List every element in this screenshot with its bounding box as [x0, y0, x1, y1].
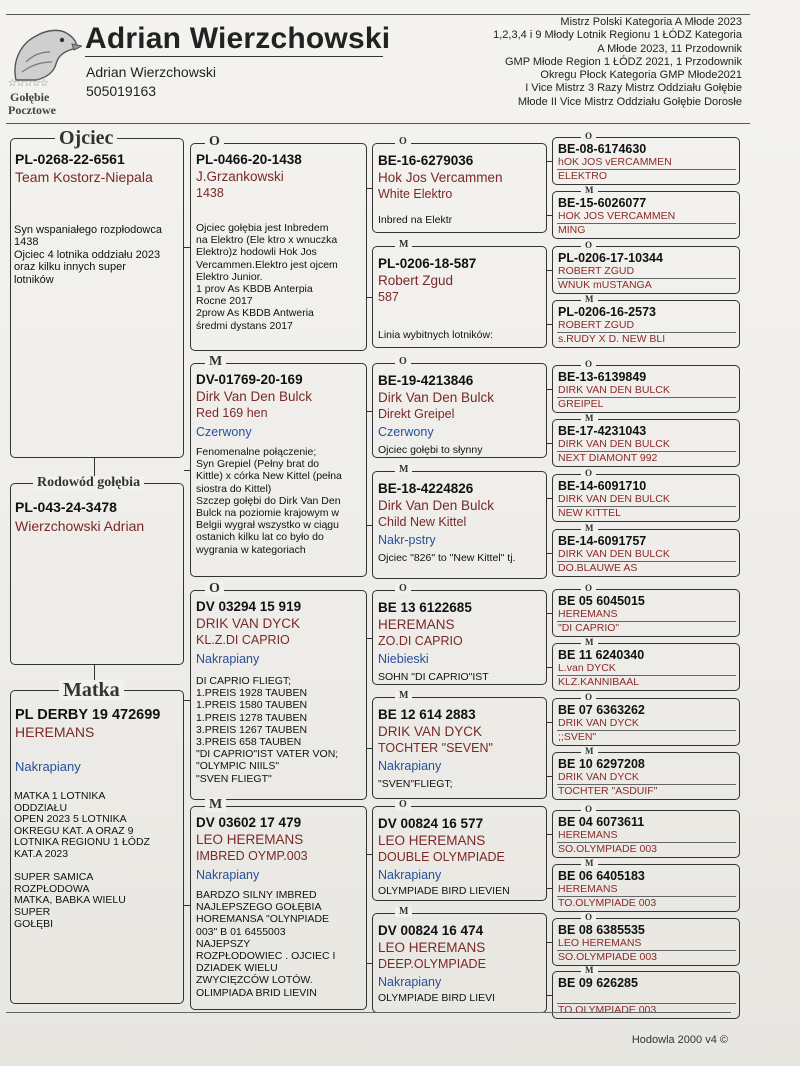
box-label: M — [395, 240, 412, 250]
connector-line — [184, 247, 190, 248]
ancestor-box[interactable] — [552, 413, 740, 467]
pigeon-note: OLYMPIADE BIRD LIEVI — [378, 992, 496, 1004]
connector-line — [547, 942, 552, 943]
pigeon-name: TO.OLYMPIADE 003 — [558, 897, 657, 909]
pigeon-description — [196, 889, 335, 999]
pigeon-ring: BE 04 6073611 — [558, 815, 645, 829]
desc-line: "DI CAPRIO"IST VATER VON; — [196, 748, 339, 761]
box-label: O — [581, 241, 596, 250]
desc-line: OPEN 2023 5 LOTNIKA — [14, 813, 127, 826]
pigeon-ring: PL-0466-20-1438 — [196, 152, 302, 167]
desc-line: średmi dystans 2017 — [196, 319, 293, 332]
connector-line — [367, 638, 372, 639]
achievement-line: Okregu Płock Kategoria GMP Młode2021 — [540, 69, 742, 82]
ancestor-box[interactable] — [552, 637, 740, 691]
connector-line — [547, 834, 552, 835]
box-label: M — [581, 524, 598, 533]
mother-ring: PL DERBY 19 472699 — [15, 707, 161, 723]
desc-line: Bulck na poziomie krajowym w — [196, 507, 339, 520]
desc-line: 1 prov As KBDB Anterpia — [196, 283, 313, 296]
box-label: O — [581, 132, 596, 141]
connector-line — [547, 324, 552, 325]
pigeon-name: NEXT DIAMONT 992 — [558, 452, 658, 464]
pigeon-ring: BE 08 6385535 — [558, 923, 645, 937]
pigeon-color: Czerwony — [196, 425, 252, 439]
ancestor-box[interactable] — [552, 583, 740, 637]
pigeon-ring: BE 06 6405183 — [558, 869, 645, 883]
footer-credit: Hodowla 2000 v4 © — [631, 1034, 728, 1046]
mother-label: Matka — [59, 680, 124, 700]
pigeon-ring: BE-13-6139849 — [558, 370, 647, 384]
pigeon-name: Red 169 hen — [196, 406, 268, 420]
desc-line: SUPER — [14, 905, 51, 918]
pigeon-ring: BE 10 6297208 — [558, 757, 645, 771]
ancestor-box[interactable] — [552, 804, 740, 858]
desc-line: NAJLEPSZEGO GOŁĘBIA — [196, 901, 322, 914]
connector-line — [547, 667, 552, 668]
box-label: M — [581, 859, 598, 868]
desc-line: Elektro Junior. — [196, 270, 263, 283]
desc-line: SUPER SAMICA — [14, 871, 94, 884]
desc-line: 003" B 01 6455003 — [196, 925, 286, 938]
connector-line — [547, 776, 552, 777]
pigeon-note: OLYMPIADE BIRD LIEVIEN — [378, 885, 510, 897]
pigeon-name: Child New Kittel — [378, 515, 467, 529]
connector-line — [184, 700, 190, 701]
pigeon-ring: BE-14-6091710 — [558, 479, 647, 493]
pigeon-owner: Hok Jos Vercammen — [378, 170, 503, 185]
connector-line — [367, 525, 372, 526]
desc-line: OKREGU KAT. A ORAZ 9 — [14, 824, 134, 837]
box-label: O — [581, 805, 596, 814]
achievement-line: 1,2,3,4 i 9 Młody Lotnik Regionu 1 ŁÓDZ Kategoria — [493, 29, 742, 42]
pigeon-owner: LEO HEREMANS — [378, 833, 486, 848]
box-label: O — [581, 469, 596, 478]
box-label: M — [581, 186, 598, 195]
desc-line: siostra do Kittel) — [196, 482, 272, 495]
pigeon-name: KLZ.KANNIBAAL — [558, 676, 640, 688]
pigeon-note: SOHN "DI CAPRIO"IST — [378, 671, 489, 683]
desc-line: BARDZO SILNY IMBRED — [196, 889, 317, 901]
father-label: Ojciec — [55, 128, 117, 148]
pigeon-color: Czerwony — [378, 425, 434, 439]
connector-line — [547, 722, 552, 723]
pigeon-owner: DIRK VAN DEN BULCK — [558, 384, 670, 396]
pigeon-icon — [6, 22, 82, 84]
breeder-phone: 505019163 — [86, 83, 157, 99]
desc-line: na Elektro (Ele ktro x wnuczka — [196, 234, 338, 247]
achievement-line: Mistrz Polski Kategoria A Młode 2023 — [560, 16, 742, 28]
desc-line: 3.PREIS 658 TAUBEN — [196, 736, 302, 749]
pigeon-color: Nakrapiany — [196, 868, 260, 882]
box-label: M — [581, 747, 598, 756]
header-top-rule — [6, 14, 750, 15]
pigeon-owner: DIRK VAN DEN BULCK — [558, 438, 670, 450]
pigeon-owner: Dirk Van Den Bulck — [378, 498, 495, 513]
box-label: M — [205, 355, 226, 369]
connector-line — [367, 411, 372, 412]
pigeon-ring: BE 09 626285 — [558, 976, 638, 990]
box-label: O — [581, 360, 596, 369]
box-label: O — [395, 800, 411, 810]
pigeon-ring: DV 03294 15 919 — [196, 599, 302, 614]
pigeon-owner: DRIK VAN DYCK — [196, 616, 301, 631]
pigeon-color: Nakrapiany — [378, 975, 442, 989]
pigeon-description — [196, 222, 338, 332]
desc-line: "SVEN FLIEGT" — [196, 772, 272, 785]
pigeon-name: 587 — [378, 290, 399, 304]
desc-line: MATKA 1 LOTNIKA — [14, 790, 106, 802]
connector-line — [547, 613, 552, 614]
box-label: M — [581, 295, 598, 304]
pigeon-owner: DRIK VAN DYCK — [378, 724, 483, 739]
logo-text-2: Pocztowe — [8, 103, 56, 117]
box-label: O — [581, 584, 596, 593]
desc-line: ZWYCIĘZCÓW LOTÓW. — [196, 974, 313, 987]
pigeon-ring: DV 00824 16 577 — [378, 816, 484, 831]
footer-rule — [6, 1012, 731, 1013]
box-label: M — [581, 966, 598, 975]
desc-line: 3.PREIS 1267 TAUBEN — [196, 723, 308, 736]
connector-line — [184, 470, 190, 471]
header-bottom-rule — [6, 123, 750, 124]
achievement-line: GMP Młode Region 1 ŁÓDZ 2021, 1 Przodownik — [504, 55, 742, 68]
desc-line: GOŁĘBI — [14, 917, 54, 930]
pigeon-name: "DI CAPRIO" — [558, 622, 620, 634]
pigeon-ring: BE 13 6122685 — [378, 600, 472, 615]
pigeon-name: ELEKTRO — [558, 170, 608, 182]
desc-line: 1.PREIS 1278 TAUBEN — [196, 711, 308, 724]
box-label: M — [395, 691, 412, 701]
box-label: O — [205, 582, 224, 596]
pigeon-name: White Elektro — [378, 187, 453, 201]
great-grandparent-box[interactable] — [372, 136, 547, 233]
pigeon-description — [196, 446, 342, 556]
ancestor-box[interactable] — [552, 294, 740, 348]
pigeon-note: Linia wybitnych lotników: — [378, 329, 493, 341]
pigeon-owner: ROBERT ZGUD — [558, 319, 635, 331]
desc-line: ODDZIAŁU — [14, 801, 68, 814]
pigeon-owner: ROBERT ZGUD — [558, 265, 635, 277]
pigeon-name: NEW KITTEL — [558, 507, 622, 519]
subject-label: Rodowód gołębia — [33, 476, 144, 490]
pigeon-ring: BE-18-4224826 — [378, 481, 474, 496]
mother-color: Nakrapiany — [15, 759, 81, 774]
desc-line: Kittle) x córka New Kittel (pełna — [196, 470, 342, 483]
pigeon-name: IMBRED OYMP.003 — [196, 849, 308, 863]
desc-line: Syn Grepiel (Pełny brat do — [196, 458, 320, 471]
great-grandparent-box[interactable] — [372, 464, 547, 579]
achievement-line: I Vice Mistrz 3 Razy Mistrz Oddziału Gołębie — [525, 82, 742, 95]
ancestor-box[interactable] — [552, 523, 740, 577]
ancestor-box[interactable] — [552, 912, 740, 966]
desc-line: lotników — [14, 273, 54, 286]
connector-line — [547, 443, 552, 444]
great-grandparent-box[interactable] — [372, 583, 547, 685]
pigeon-ring: PL-0206-18-587 — [378, 256, 477, 271]
connector-line — [547, 888, 552, 889]
box-label: O — [395, 137, 411, 147]
desc-line: Syn wspaniałego rozpłodowca — [14, 224, 162, 236]
pigeon-name: MING — [558, 224, 586, 236]
pigeon-name: 1438 — [196, 186, 224, 200]
pigeon-ring: PL-0206-17-10344 — [558, 251, 663, 265]
desc-line: wygrania w kategoriach — [196, 543, 306, 556]
pigeon-ring: BE-15-6026077 — [558, 196, 647, 210]
desc-line: Elektro)z hodowli Hok Jos — [196, 246, 317, 259]
box-label: O — [205, 135, 224, 149]
logo-text-1: Gołębie — [10, 90, 50, 104]
great-grandparent-box[interactable] — [372, 239, 547, 348]
pigeon-owner: LEO HEREMANS — [196, 832, 304, 847]
box-label: M — [581, 638, 598, 647]
pigeon-owner: Dirk Van Den Bulck — [196, 389, 313, 404]
subject-box[interactable] — [10, 475, 184, 665]
pigeon-name: SO.OLYMPIADE 003 — [558, 951, 658, 963]
great-grandparent-box[interactable] — [372, 690, 547, 799]
ancestor-box[interactable] — [552, 746, 740, 800]
subject-owner: Wierzchowski Adrian — [15, 518, 145, 534]
pigeon-owner: HEREMANS — [378, 617, 455, 632]
connector-line — [367, 748, 372, 749]
box-label: M — [205, 798, 226, 812]
pigeon-ring: DV-01769-20-169 — [196, 372, 303, 387]
achievement-line: Młode II Vice Mistrz Oddziału Gołębie Dorosłe — [517, 95, 742, 108]
desc-line: 1438 — [14, 236, 39, 249]
desc-line: LOTNIKA REGIONU 1 ŁÓDZ — [14, 836, 150, 849]
pigeon-ring: BE 05 6045015 — [558, 594, 645, 608]
box-label: O — [395, 357, 411, 367]
connector-line — [547, 161, 552, 162]
pigeon-color: Nakrapiany — [378, 759, 442, 773]
pigeon-description — [196, 675, 338, 785]
pigeon-note: "SVEN"FLIEGT; — [378, 778, 453, 790]
pigeon-owner: HEREMANS — [558, 883, 618, 895]
pigeon-owner: DRIK VAN DYCK — [558, 771, 639, 783]
desc-line: KAT.A 2023 — [14, 847, 69, 860]
desc-line: DZIADEK WIELU — [196, 962, 278, 975]
pigeon-ring: BE 07 6363262 — [558, 703, 645, 717]
connector-line — [547, 270, 552, 271]
ancestor-box[interactable] — [552, 692, 740, 746]
grandparent-box[interactable] — [190, 581, 367, 800]
connector-line — [547, 498, 552, 499]
pigeon-ring: DV 03602 17 479 — [196, 815, 302, 830]
pigeon-owner: hOK JOS vERCAMMEN — [558, 156, 672, 168]
connector-line — [367, 188, 372, 189]
box-label: M — [581, 414, 598, 423]
pigeon-color: Nakr-pstry — [378, 533, 436, 547]
pigeon-owner: LEO HEREMANS — [378, 940, 486, 955]
pigeon-name: ;;SVEN" — [558, 731, 597, 743]
desc-line: Ojciec 4 lotnika oddziału 2023 — [14, 248, 161, 261]
pigeon-note: Inbred na Elektr — [378, 214, 453, 226]
desc-line: "OLYMPIC NIILS" — [196, 760, 280, 773]
achievements-list — [422, 16, 742, 109]
connector-line — [547, 215, 552, 216]
desc-line: ROZPŁODOWA — [14, 882, 90, 895]
pigeon-owner: J.Grzankowski — [196, 169, 284, 184]
connector-line — [547, 553, 552, 554]
box-label: M — [395, 907, 412, 917]
pigeon-name: TOCHTER "ASDUIF" — [558, 785, 658, 797]
desc-line: 1.PREIS 1928 TAUBEN — [196, 687, 308, 700]
pigeon-owner: HOK JOS VERCAMMEN — [558, 210, 676, 222]
mother-description — [14, 791, 150, 930]
page-title: Adrian Wierzchowski — [85, 22, 391, 55]
pigeon-ring: BE 12 614 2883 — [378, 707, 476, 722]
pigeon-name: TOCHTER "SEVEN" — [378, 741, 493, 755]
pigeon-name: DO.BLAUWE AS — [558, 562, 638, 574]
box-label: O — [395, 584, 411, 594]
achievement-line: A Młode 2023, 11 Przodownik — [597, 42, 742, 55]
pigeon-owner: HEREMANS — [558, 608, 618, 620]
great-grandparent-box[interactable] — [372, 356, 547, 458]
pigeon-name: s.RUDY X D. NEW BLI — [558, 333, 666, 345]
grandparent-box[interactable] — [190, 354, 367, 577]
pigeon-ring: BE-17-4231043 — [558, 424, 647, 438]
pigeon-name: DOUBLE OLYMPIADE — [378, 850, 505, 864]
connector-line — [367, 297, 372, 298]
pigeon-name: Direkt Greipel — [378, 407, 455, 421]
pigeon-note: Ojciec gołębi to słynny — [378, 444, 483, 456]
grandparent-box[interactable] — [190, 797, 367, 1010]
desc-line: ostanich kilku lat co było do — [196, 531, 324, 544]
pigeon-name: WNUK mUSTANGA — [558, 279, 652, 291]
pigeon-name: ZO.DI CAPRIO — [378, 634, 463, 648]
pigeon-note: Ojciec "826" to "New Kittel" tj. — [378, 552, 516, 564]
desc-line: NAJEPSZY — [196, 937, 251, 950]
father-owner: Team Kostorz-Niepala — [15, 169, 153, 185]
pigeon-color: Nakrapiany — [378, 868, 442, 882]
pigeon-ring: DV 00824 16 474 — [378, 923, 484, 938]
desc-line: Vercammen.Elektro jest ojcem — [196, 258, 338, 271]
grandparent-box[interactable] — [190, 134, 367, 351]
pigeon-owner: DIRK VAN DEN BULCK — [558, 548, 670, 560]
desc-line: Rocne 2017 — [196, 295, 253, 308]
ancestor-box[interactable] — [552, 185, 740, 239]
desc-line: HOREMANSA "OLYNPIADE — [196, 913, 330, 926]
breeder-name: Adrian Wierzchowski — [86, 64, 216, 80]
desc-line: 1.PREIS 1580 TAUBEN — [196, 699, 308, 712]
pigeon-ring: PL-0206-16-2573 — [558, 305, 656, 319]
ancestor-box[interactable] — [552, 131, 740, 185]
pigeon-owner: L.van DYCK — [558, 662, 616, 674]
pigeon-owner: Robert Zgud — [378, 273, 454, 288]
father-description — [14, 224, 162, 286]
box-label: O — [581, 693, 596, 702]
stars-decoration: ☆☆☆☆☆ — [8, 78, 48, 89]
desc-line: oraz kilku innych super — [14, 261, 126, 274]
connector-line — [367, 963, 372, 964]
great-grandparent-box[interactable] — [372, 906, 547, 1013]
connector-line — [184, 905, 190, 906]
desc-line: Fenomenalne połączenie; — [196, 446, 317, 458]
desc-line: Ojciec gołębia jest Inbredem — [196, 222, 329, 234]
father-ring: PL-0268-22-6561 — [15, 151, 125, 167]
pigeon-name: SO.OLYMPIADE 003 — [558, 843, 658, 855]
pigeon-color: Niebieski — [378, 652, 429, 666]
pigeon-ring: BE 11 6240340 — [558, 648, 645, 662]
pigeon-ring: BE-08-6174630 — [558, 142, 647, 156]
desc-line: ROZPŁODOWIEC . OJCIEC I — [196, 950, 336, 963]
pigeon-ring: BE-19-4213846 — [378, 373, 474, 388]
pigeon-owner: Dirk Van Den Bulck — [378, 390, 495, 405]
pigeon-owner: LEO HEREMANS — [558, 937, 642, 949]
desc-line: MATKA, BABKA WIELU — [14, 894, 126, 907]
pigeon-name: GREIPEL — [558, 398, 604, 410]
desc-line: 2prow As KBDB Antweria — [196, 307, 314, 320]
pigeon-ring: BE-14-6091757 — [558, 534, 647, 548]
connector-line — [367, 854, 372, 855]
pigeon-name: KL.Z.DI CAPRIO — [196, 633, 290, 647]
connector-line — [547, 389, 552, 390]
ancestor-box[interactable] — [552, 240, 740, 294]
title-underline — [85, 56, 383, 57]
great-grandparent-box[interactable] — [372, 799, 547, 901]
desc-line: Belgii wygrał wszystko w ciągu — [196, 519, 339, 532]
box-label: M — [395, 465, 412, 475]
pigeon-owner: DRIK VAN DYCK — [558, 717, 639, 729]
pigeon-owner: DIRK VAN DEN BULCK — [558, 493, 670, 505]
mother-box[interactable] — [10, 679, 184, 1004]
desc-line: Szczep gołębi do Dirk Van Den — [196, 494, 341, 507]
pigeon-ring: BE-16-6279036 — [378, 153, 474, 168]
pigeon-name: DEEP.OLYMPIADE — [378, 957, 486, 971]
pigeon-owner: HEREMANS — [558, 829, 618, 841]
connector-line — [547, 995, 552, 996]
father-box[interactable] — [10, 127, 184, 458]
pigeon-color: Nakrapiany — [196, 652, 260, 666]
ancestor-box[interactable] — [552, 858, 740, 912]
desc-line: OLIMPIADA BRID LIEVIN — [196, 986, 317, 999]
pigeon-name: TO.OLYMPIADE 003 — [558, 1004, 657, 1016]
subject-ring: PL-043-24-3478 — [15, 499, 117, 515]
ancestor-box[interactable] — [552, 468, 740, 522]
ancestor-box[interactable] — [552, 359, 740, 413]
box-label: O — [581, 913, 596, 922]
mother-owner: HEREMANS — [15, 724, 95, 740]
desc-line: DI CAPRIO FLIEGT; — [196, 675, 292, 687]
pigeon-logo — [6, 22, 82, 118]
